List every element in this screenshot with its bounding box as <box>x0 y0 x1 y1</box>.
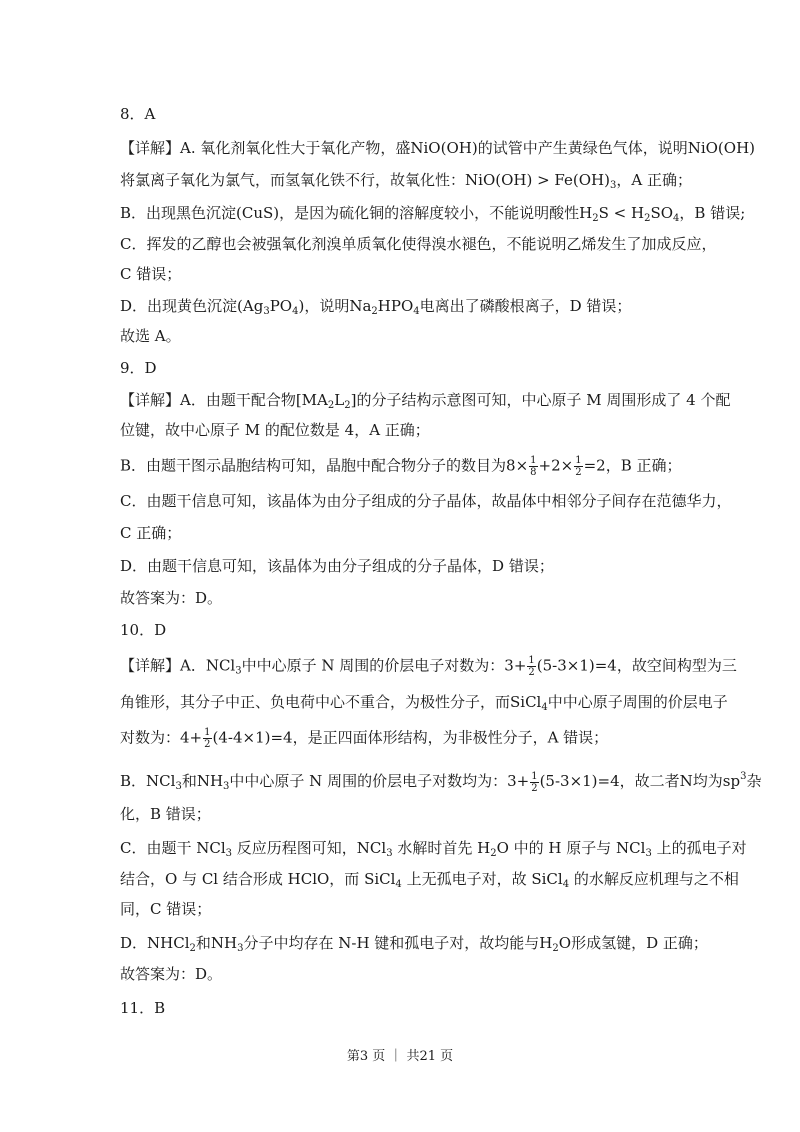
fraction <box>574 455 582 478</box>
subscript: 2 <box>644 213 651 224</box>
superscript: 3 <box>740 771 747 782</box>
q10-conclusion: 故答案为：D。 <box>120 965 223 983</box>
q8-b-line <box>120 203 746 229</box>
text: 对数为：4+ <box>120 728 203 747</box>
text: 中中心原子 N 周围的价层电子对数均为：3+ <box>229 772 530 790</box>
q10-b-line2: 化，B 错误； <box>120 805 211 823</box>
fraction-denominator: 2 <box>528 667 535 678</box>
q9-c-line1: C．由题干信息可知，该晶体为由分子组成的分子晶体，故晶体中相邻分子间存在范德华力， <box>120 492 732 510</box>
formula: NiO(OH) > Fe(OH) <box>465 171 610 189</box>
formula: PO <box>269 297 293 315</box>
q9-d-line: D．由题干信息可知，该晶体为由分子组成的分子晶体，D 错误； <box>120 557 554 575</box>
fraction <box>527 655 535 678</box>
subscript: 2 <box>371 306 378 317</box>
formula: L <box>334 391 345 409</box>
q8-c-line2: C 错误； <box>120 265 182 283</box>
text: B．由题干图示晶胞结构可知，晶胞中配合物分子的数目为8× <box>120 456 529 475</box>
text: C．由题干 NCl <box>120 839 226 857</box>
subscript: 4 <box>562 879 570 890</box>
subscript: 4 <box>395 879 402 890</box>
text: 上无孤电子对，故 SiCl <box>401 870 563 888</box>
text: 角锥形，其分子中正、负电荷中心不重合，为极性分子，而SiCl <box>120 693 542 711</box>
subscript: 3 <box>263 306 270 317</box>
subscript: 3 <box>237 943 244 954</box>
q10-b-line1 <box>120 767 762 797</box>
text: 的水解反应机理与之不相 <box>569 870 739 888</box>
q9-c-line2: C 正确； <box>120 524 182 542</box>
text: D．出现黄色沉淀(Ag <box>120 297 264 315</box>
fraction <box>529 455 537 478</box>
text: 的试管中产生黄绿色气体，说明 <box>477 139 688 157</box>
page-footer: 第3 页 ｜ 共21 页 <box>346 1049 454 1064</box>
text: B．NCl <box>120 772 176 790</box>
text: ，B 错误; <box>679 204 746 222</box>
q8-a-line2 <box>120 170 690 196</box>
formula: S < H <box>598 204 645 222</box>
text: 【详解】A．NCl <box>120 656 236 675</box>
text: 杂 <box>746 772 762 790</box>
text: 反应历程图可知，NCl <box>232 839 387 857</box>
formula: HPO <box>377 297 414 315</box>
fraction-numerator: 1 <box>204 727 211 738</box>
q8-header: 8．A <box>120 105 156 123</box>
text: 【详解】A．由题干配合物[MA <box>120 391 328 409</box>
subscript: 2 <box>490 848 497 859</box>
q10-header: 10．D <box>120 621 167 639</box>
text: 水解时首先 H <box>392 839 491 857</box>
subscript: 2 <box>592 213 599 224</box>
fraction-denominator: 2 <box>531 782 538 794</box>
text: O形成氢键，D 正确； <box>558 934 708 952</box>
text: (4-4×1)=4，是正四面体形结构，为非极性分子，A 错误； <box>212 728 609 747</box>
subscript: 4 <box>673 213 680 224</box>
q10-a-line2 <box>120 692 728 718</box>
text: ，A 正确； <box>616 171 692 189</box>
fraction-denominator: 8 <box>530 467 537 478</box>
subscript: 3 <box>223 781 230 792</box>
text: 结合，O 与 Cl 结合形成 HClO，而 SiCl <box>120 870 396 888</box>
text: 中中心原子 N 周围的价层电子对数为：3+ <box>241 656 527 675</box>
q8-conclusion: 故选 A。 <box>120 327 181 345</box>
subscript: 3 <box>225 848 233 859</box>
fraction-numerator: 1 <box>575 455 582 466</box>
subscript: 2 <box>552 943 559 954</box>
q11-header: 11．B <box>120 999 166 1017</box>
formula: NiO(OH) <box>687 139 756 157</box>
formula: SO <box>650 204 674 222</box>
subscript: 3 <box>609 180 617 191</box>
q9-conclusion: 故答案为：D。 <box>120 589 223 607</box>
q8-a-line1 <box>120 138 756 158</box>
subscript: 3 <box>235 665 242 677</box>
q9-header: 9．D <box>120 359 157 377</box>
fraction-numerator: 1 <box>531 770 538 782</box>
subscript: 3 <box>175 781 182 792</box>
text: )，说明Na <box>298 297 372 315</box>
text: =2，B 正确； <box>583 456 682 475</box>
subscript: 4 <box>413 306 420 317</box>
subscript: 4 <box>541 702 548 713</box>
subscript: 2 <box>327 400 335 411</box>
q9-a-line2: 位键，故中心原子 M 的配位数是 4，A 正确； <box>120 421 430 439</box>
text: 中中心原子周围的价层电子 <box>547 693 728 711</box>
text: ]的分子结构示意图可知，中心原子 M 周围形成了 4 个配 <box>350 391 731 409</box>
text: B．出现黑色沉淀(CuS)，是因为硫化铜的溶解度较小，不能说明酸性 <box>120 204 580 222</box>
fraction <box>203 727 211 750</box>
text: O 中的 H 原子与 NCl <box>496 839 646 857</box>
text: 上的孤电子对 <box>651 839 747 857</box>
q8-c-line1: C．挥发的乙醇也会被强氧化剂溴单质氧化使得溴水褪色，不能说明乙烯发生了加成反应， <box>120 235 717 253</box>
q9-b-line <box>120 455 690 478</box>
q10-a-line3 <box>120 727 690 750</box>
text: +2× <box>538 456 574 475</box>
subscript: 2 <box>189 943 196 954</box>
text: D．NHCl <box>120 934 190 952</box>
text: 将氯离子氧化为氯气，而氢氧化铁不行，故氧化性： <box>120 171 466 189</box>
subscript: 4 <box>292 306 299 317</box>
fraction-denominator: 2 <box>204 739 211 750</box>
text: 【详解】A. 氧化剂氧化性大于氧化产物，盛 <box>120 139 411 157</box>
text: 电离出了磷酸根离子，D 错误； <box>419 297 632 315</box>
q10-a-line1 <box>120 655 737 682</box>
q10-c-line3: 同，C 错误； <box>120 900 212 918</box>
subscript: 3 <box>645 848 652 859</box>
text: 和NH <box>181 772 224 790</box>
subscript: 3 <box>386 848 393 859</box>
text: 分子中均存在 N-H 键和孤电子对，故均能与H <box>243 934 553 952</box>
subscript: 2 <box>344 400 351 411</box>
fraction-numerator: 1 <box>528 655 535 666</box>
text: (5-3×1)=4，故空间构型为三 <box>536 656 737 675</box>
q10-c-line1 <box>120 838 747 864</box>
formula: H <box>579 204 593 222</box>
q9-a-line1 <box>120 390 731 416</box>
text: (5-3×1)=4，故二者N均为sp <box>539 772 741 790</box>
q8-d-line <box>120 296 690 322</box>
fraction-numerator: 1 <box>530 455 537 466</box>
text: 和NH <box>195 934 238 952</box>
q10-c-line2 <box>120 869 739 895</box>
formula: NiO(OH) <box>410 139 478 157</box>
fraction-denominator: 2 <box>575 467 582 478</box>
q10-d-line <box>120 933 708 959</box>
fraction <box>530 771 538 794</box>
